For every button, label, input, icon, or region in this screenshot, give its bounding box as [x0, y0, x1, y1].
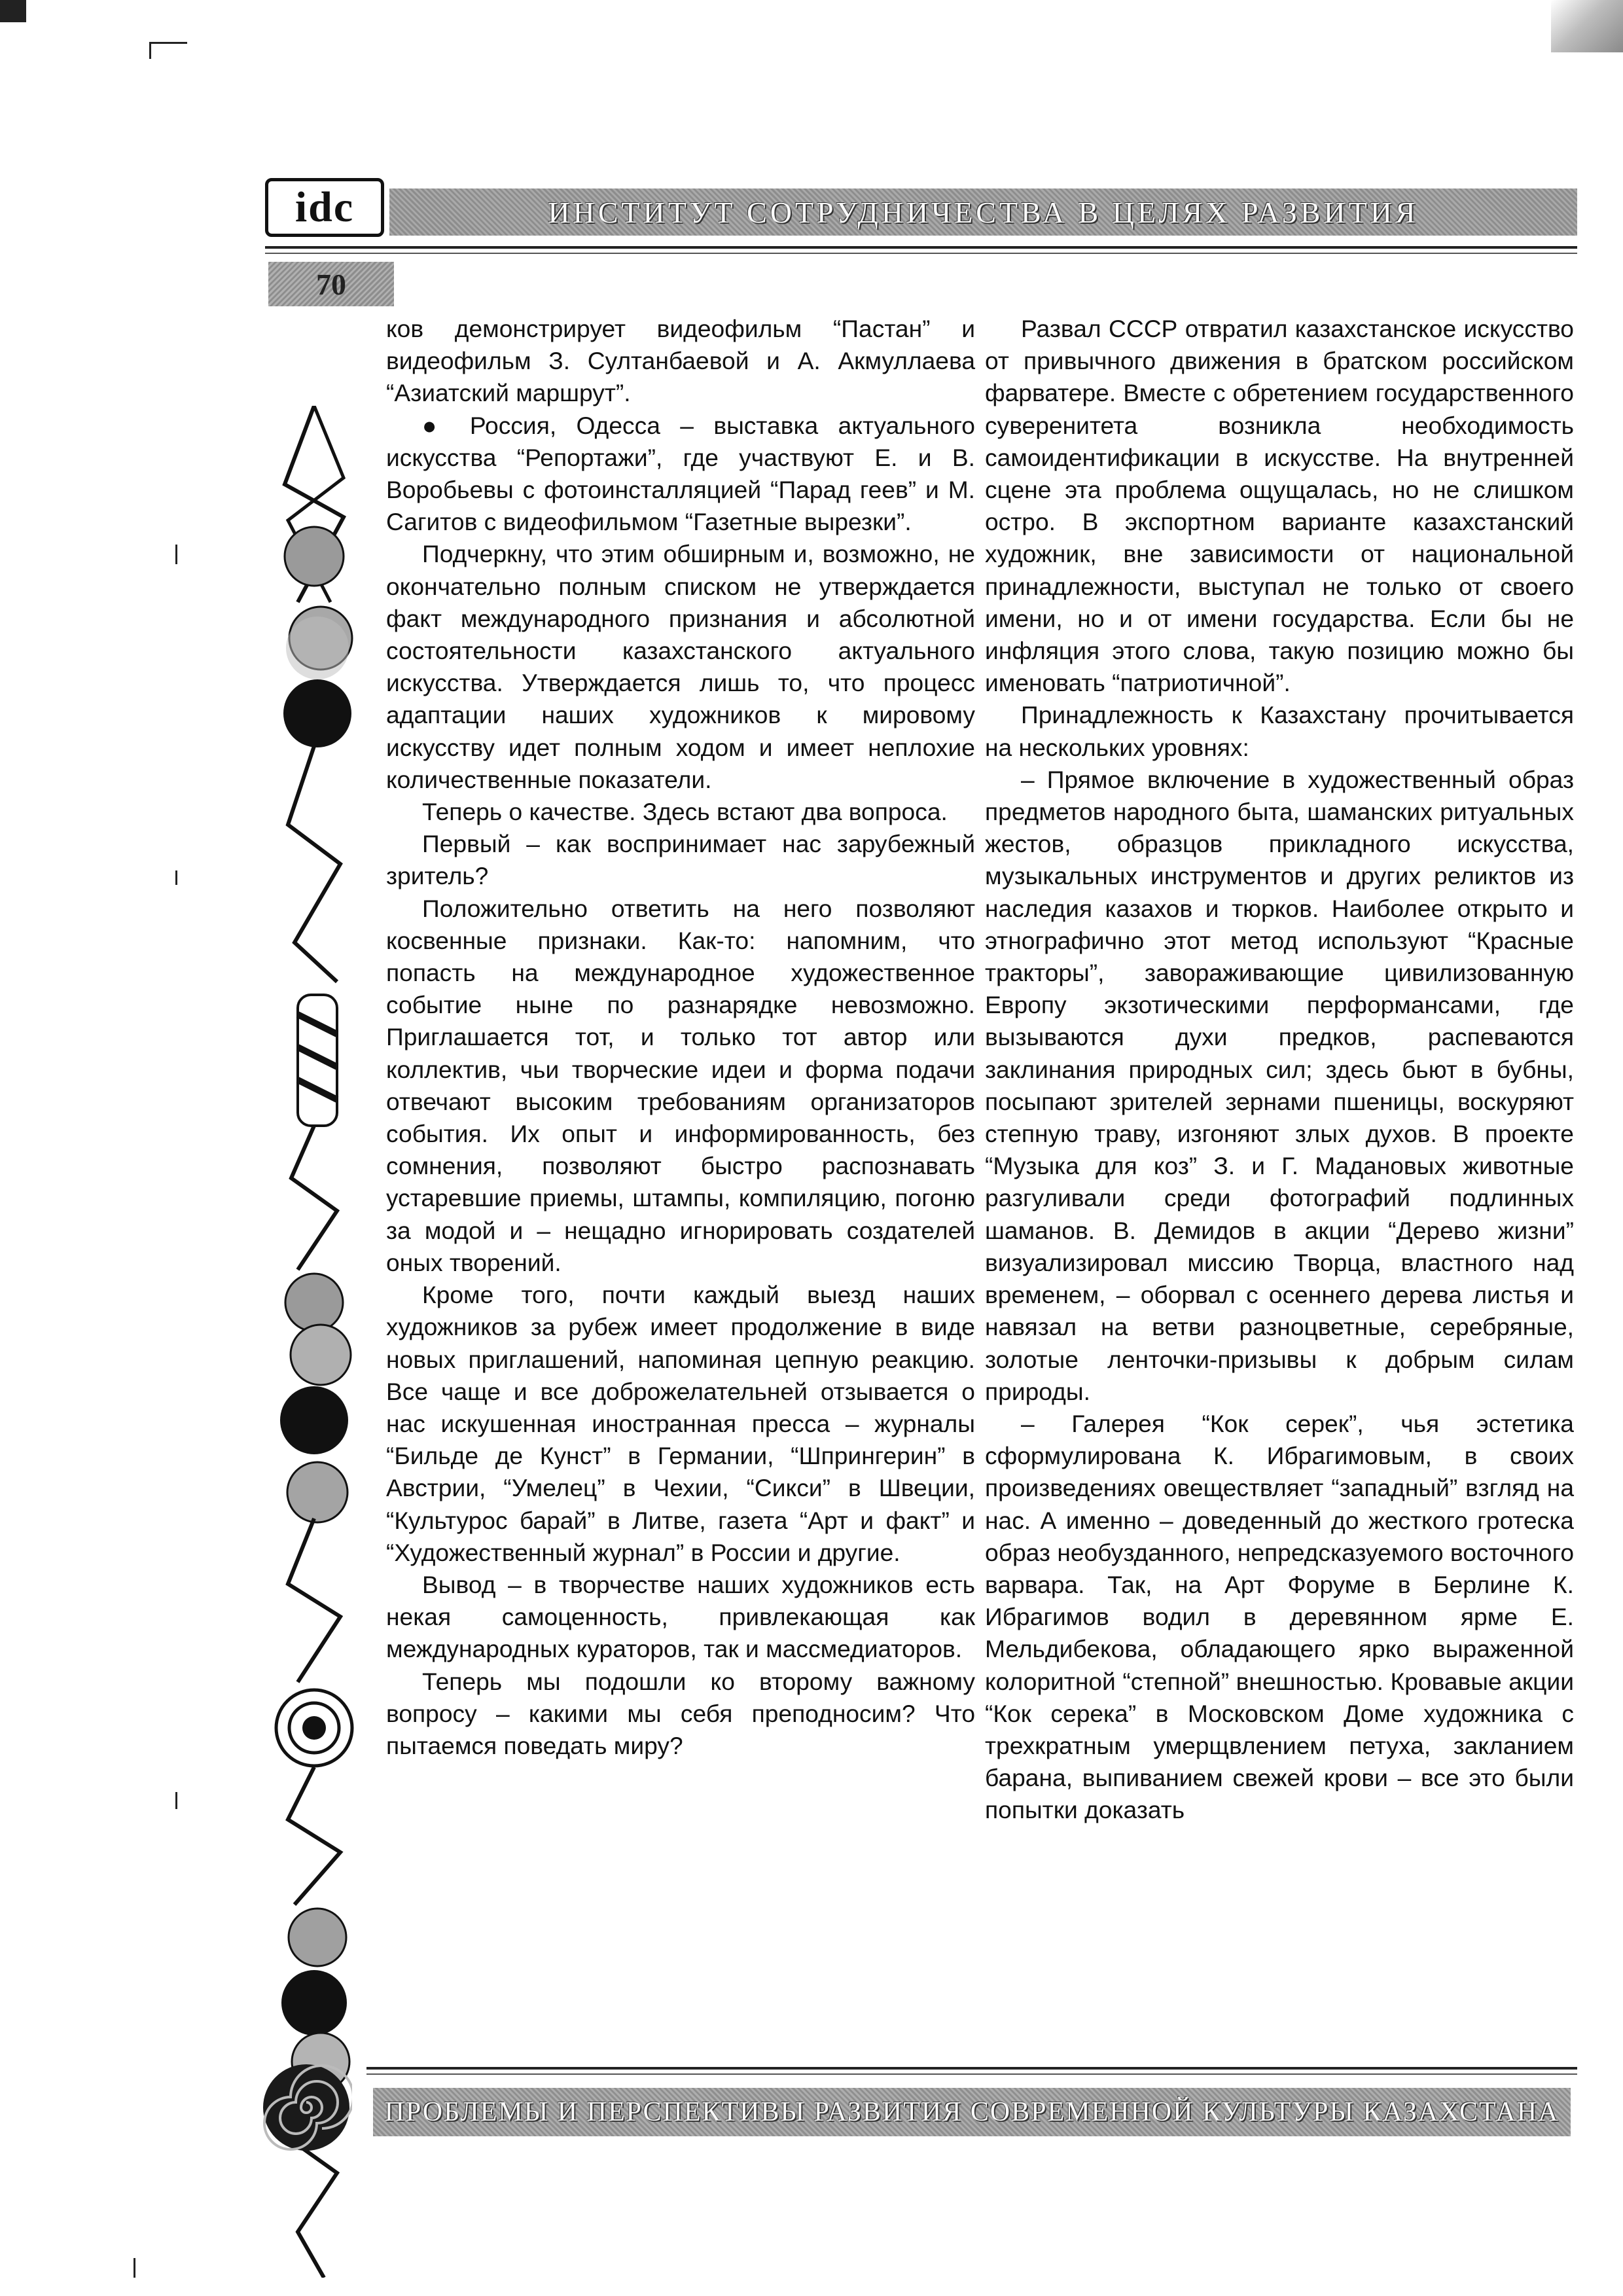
- footer-banner: [373, 2088, 1571, 2136]
- institute-logo: idc: [265, 178, 384, 237]
- scan-mark: [175, 1792, 177, 1809]
- paragraph: Вывод – в творчестве наших художников есть некая самоценность, привлекающая как международных кураторов, так и массмедиаторов.: [386, 1570, 975, 1663]
- scan-mark: [175, 870, 177, 885]
- left-text-column: [386, 313, 975, 1762]
- scan-mark: [134, 2258, 135, 2278]
- scan-mark: [149, 42, 151, 59]
- paragraph: – Прямое включение в художественный образ предметов народного быта, шаманских ритуальных жестов, образцов прикладного искусства, музыкальных инструментов и других реликтов из наследия казахов и тюрков. Наиболее открыто и этнографично этот метод используют “Красные тракторы”, завораживающие цивилизованную Европу экзотическими перформансами, где вызываются духи предков, распеваются заклинания природных сил; здесь бьют в бубны, посыпают зрителей зернами пшеницы, воскуряют степную траву, изгоняют злых духов. В проекте “Музыка для коз” З. и Г. Мадановых животные разгуливали среди фотографий подлинных шаманов. В. Демидов в акции “Дерево жизни” визуализировал миссию Творца, властного над временем, – оборвал с осеннего дерева листья и навязал на ветви разноцветные, серебряные, золотые ленточки-призывы к добрым силам природы.: [985, 765, 1574, 1405]
- footer-rule: [366, 2067, 1577, 2070]
- running-title: ПРОБЛЕМЫ И ПЕРСПЕКТИВЫ РАЗВИТИЯ СОВРЕМЕННОЙ КУЛЬТУРЫ КАЗАХСТАНА: [384, 2097, 1560, 2127]
- header-banner: [389, 188, 1577, 236]
- paragraph: Теперь мы подошли ко второму важному вопросу – какими мы себя преподносим? Что пытаемся поведать миру?: [386, 1667, 975, 1759]
- paragraph: Положительно ответить на него позволяют косвенные признаки. Как-то: напомним, что попасть на международное художественное событие ныне по разнарядке невозможно. Приглашается тот, и только тот автор или коллектив, чьи творческие идеи и форма подачи отвечают высоким требованиям организаторов события. Их опыт и информированность, без сомнения, позволяют быстро распознавать устаревшие приемы, штампы, компиляцию, погоню за модой и – нещадно игнорировать создателей оных творений.: [386, 894, 975, 1276]
- institute-title: ИНСТИТУТ СОТРУДНИЧЕСТВА В ЦЕЛЯХ РАЗВИТИЯ: [548, 195, 1419, 229]
- paragraph: Кроме того, почти каждый выезд наших художников за рубеж имеет продолжение в виде новых приглашений, напоминая цепную реакцию. Все чаще и все доброжелательней отзывается о нас искушенная иностранная пресса – журналы “Бильде де Кунст” в Германии, “Шпрингерин” в Австрии, “Умелец” в Чехии, “Сикси” в Швеции, “Культурос барай” в Литве, газета “Арт и факт” и “Художественный журнал” в России и другие.: [386, 1281, 975, 1566]
- paragraph: – Галерея “Кок серек”, чья эстетика сформулирована К. Ибрагимовым, в своих произведениях овеществляет “западный” взгляд на нас. А именно – доведенный до жесткого гротеска образ необузданного, непредсказуемого восточного варвара. Так, на Арт Форуме в Берлине К. Ибрагимов водил в деревянном ярме Е. Мельдибекова, обладающего ярко выраженной колоритной “степной” внешностью. Кровавые акции “Кок серека” в Московском Доме художника с трехкратным умерщвлением петуха, закланием барана, выпиванием свежей крови – все это были попытки доказать: [985, 1409, 1574, 1824]
- scan-mark: [0, 0, 26, 22]
- paragraph: Подчеркну, что этим обширным и, возможно, не окончательно полным списком не утверждается факт международного признания и абсолютной состоятельности казахстанского актуального искусства. Утверждается лишь то, что процесс адаптации наших художников к мировому искусству идет полным ходом и имеет неплохие количественные показатели.: [386, 540, 975, 793]
- scan-shadow-corner: [1551, 0, 1623, 52]
- paragraph: Развал СССР отвратил казахстанское искусство от привычного движения в братском российском фарватере. Вместе с обретением государственного суверенитета возникла необходимость самоидентификации в искусстве. На внутренней сцене эта проблема ощущалась, но не слишком остро. В экспортном варианте казахстанский художник, вне зависимости от национальной принадлежности, выступал не только от своего имени, но и от имени государства. Если бы не инфляция этого слова, такую позицию можно бы именовать “патриотичной”.: [985, 315, 1574, 697]
- paragraph: Теперь о качестве. Здесь встают два вопроса.: [422, 798, 948, 826]
- page-number: 70: [268, 262, 394, 306]
- decorative-ornament-strip: [259, 406, 370, 2278]
- spiral-ornament: [260, 2062, 352, 2153]
- paragraph: Принадлежность к Казахстану прочитывается на нескольких уровнях:: [985, 701, 1574, 761]
- header-rule: [265, 246, 1577, 249]
- right-text-column: [985, 313, 1574, 1827]
- scan-mark: [175, 545, 177, 564]
- paragraph: ● Россия, Одесса – выставка актуального искусства “Репортажи”, где участвуют Е. и В. Воробьевы с фотоинсталляцией “Парад геев” и М. Сагитов с видеофильмом “Газетные вырезки”.: [386, 411, 975, 536]
- paragraph: Первый – как воспринимает нас зарубежный зритель?: [386, 830, 975, 890]
- paragraph: ков демонстрирует видеофильм “Пастан” и видеофильм З. Султанбаевой и А. Акмуллаева “Азиатский маршрут”.: [386, 315, 975, 407]
- scan-mark: [149, 42, 187, 44]
- footer-rule: [366, 2073, 1577, 2075]
- header-rule: [265, 253, 1577, 254]
